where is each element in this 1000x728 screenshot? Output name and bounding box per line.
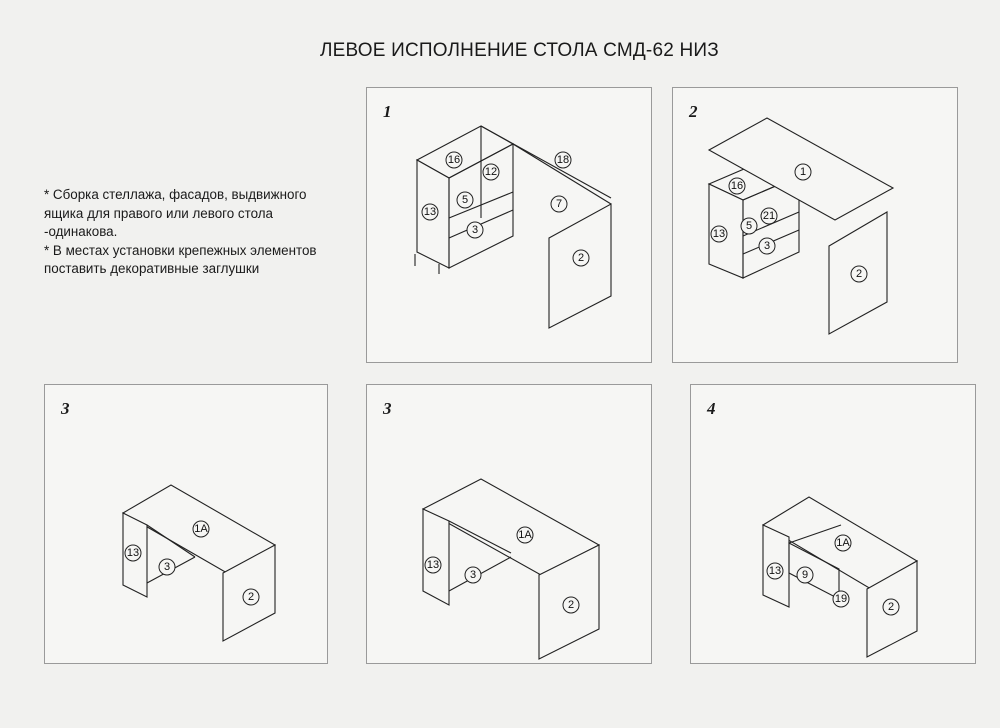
svg-text:3: 3 xyxy=(163,561,171,573)
svg-text:13: 13 xyxy=(768,565,782,577)
part-label xyxy=(797,567,813,583)
part-label xyxy=(551,196,567,212)
svg-text:16: 16 xyxy=(730,180,744,192)
svg-text:1A: 1A xyxy=(194,523,208,535)
part-label xyxy=(446,152,462,168)
svg-text:13: 13 xyxy=(426,559,440,571)
step-number: 2 xyxy=(689,102,698,121)
page-title: ЛЕВОЕ ИСПОЛНЕНИЕ СТОЛА СМД-62 НИЗ xyxy=(320,40,719,61)
step-1-drawing xyxy=(367,88,653,364)
svg-text:16: 16 xyxy=(447,154,461,166)
part-label xyxy=(159,559,175,575)
svg-text:3: 3 xyxy=(471,224,479,236)
part-label xyxy=(193,521,209,537)
svg-text:2: 2 xyxy=(855,268,863,280)
part-label xyxy=(883,599,899,615)
svg-text:9: 9 xyxy=(801,569,809,581)
part-label xyxy=(467,222,483,238)
svg-text:2: 2 xyxy=(577,252,585,264)
svg-text:1: 1 xyxy=(799,166,807,178)
part-label xyxy=(422,204,438,220)
svg-text:13: 13 xyxy=(712,228,726,240)
part-label xyxy=(465,567,481,583)
svg-text:1A: 1A xyxy=(836,537,850,549)
svg-text:3: 3 xyxy=(469,569,477,581)
part-label xyxy=(125,545,141,561)
svg-text:21: 21 xyxy=(762,210,776,222)
step-3b-drawing xyxy=(367,385,653,665)
step-panel-2 xyxy=(672,87,958,363)
part-label xyxy=(761,208,777,224)
part-label xyxy=(729,178,745,194)
part-label xyxy=(767,563,783,579)
svg-text:19: 19 xyxy=(834,593,848,605)
assembly-notes xyxy=(44,186,344,279)
note-1: * Сборка стеллажа, фасадов, выдвижного ящика для правого или левого стола -одинакова. xyxy=(44,187,307,239)
part-label xyxy=(741,218,757,234)
step-2-drawing xyxy=(673,88,959,364)
part-label xyxy=(243,589,259,605)
note-2: * В местах установки крепежных элементов поставить декоративные заглушки xyxy=(44,242,317,276)
part-label xyxy=(759,238,775,254)
step-panel-3 xyxy=(44,384,328,664)
svg-text:7: 7 xyxy=(555,198,563,210)
svg-text:2: 2 xyxy=(887,601,895,613)
part-label xyxy=(851,266,867,282)
step-panel-4 xyxy=(366,384,652,664)
part-label xyxy=(517,527,533,543)
part-label xyxy=(563,597,579,613)
step-number: 1 xyxy=(383,102,392,121)
step-3-drawing xyxy=(45,385,329,665)
part-label xyxy=(833,591,849,607)
part-label xyxy=(711,226,727,242)
step-number: 3 xyxy=(61,399,70,418)
svg-text:13: 13 xyxy=(126,547,140,559)
svg-text:5: 5 xyxy=(745,220,753,232)
step-4-drawing xyxy=(691,385,977,665)
part-label xyxy=(425,557,441,573)
part-label xyxy=(835,535,851,551)
step-panel-1 xyxy=(366,87,652,363)
svg-text:2: 2 xyxy=(567,599,575,611)
step-number: 3 xyxy=(383,399,392,418)
svg-text:2: 2 xyxy=(247,591,255,603)
svg-text:12: 12 xyxy=(484,166,498,178)
svg-text:3: 3 xyxy=(763,240,771,252)
part-label xyxy=(457,192,473,208)
part-label xyxy=(483,164,499,180)
svg-text:13: 13 xyxy=(423,206,437,218)
part-label xyxy=(795,164,811,180)
step-panel-5 xyxy=(690,384,976,664)
step-number: 4 xyxy=(707,399,716,418)
svg-text:5: 5 xyxy=(461,194,469,206)
svg-text:18: 18 xyxy=(556,154,570,166)
svg-text:1A: 1A xyxy=(518,529,532,541)
part-label xyxy=(573,250,589,266)
part-label xyxy=(555,152,571,168)
